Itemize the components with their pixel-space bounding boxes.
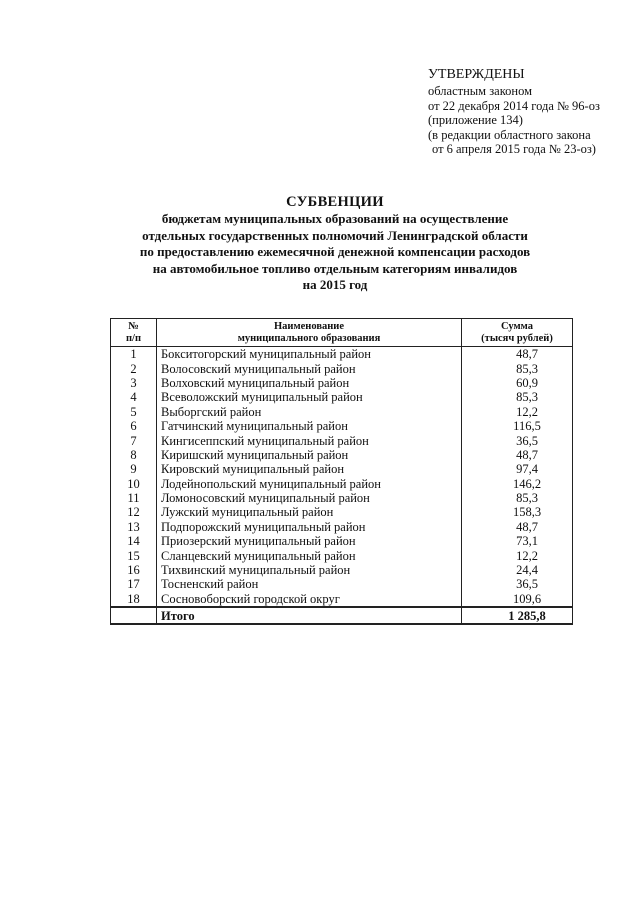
municipality-name: Киришский муниципальный район <box>157 448 462 462</box>
amount: 24,4 <box>462 563 573 577</box>
header-sum <box>462 319 573 347</box>
municipality-name: Волховский муниципальный район <box>157 376 462 390</box>
approval-line: от 6 апреля 2015 года № 23-оз) <box>432 142 596 156</box>
table-body <box>111 347 573 608</box>
row-number: 15 <box>111 548 157 562</box>
title-line: отдельных государственных полномочий Ленинградской области <box>142 227 528 243</box>
approval-line: от 22 декабря 2014 года № 96-оз <box>428 98 600 113</box>
table-row <box>111 347 573 362</box>
approval-block <box>428 66 600 157</box>
row-number: 10 <box>111 477 157 491</box>
total-row <box>111 607 573 624</box>
amount: 85,3 <box>462 491 573 505</box>
municipality-name: Лужский муниципальный район <box>157 505 462 519</box>
table-header <box>111 319 573 347</box>
table-row <box>111 534 573 548</box>
total-label: Итого <box>157 607 462 624</box>
header-num-line1: № <box>128 320 139 332</box>
amount: 12,2 <box>462 548 573 562</box>
amount: 12,2 <box>462 405 573 419</box>
title-line: бюджетам муниципальных образований на осуществление <box>161 211 509 226</box>
title-line: на 2015 год <box>302 277 368 292</box>
table-row <box>111 505 573 519</box>
table-row <box>111 577 573 591</box>
municipality-name: Гатчинский муниципальный район <box>157 419 462 433</box>
table-row <box>111 390 573 404</box>
title-main: СУБВЕНЦИИ <box>286 194 384 210</box>
table-row <box>111 563 573 577</box>
approval-heading: УТВЕРЖДЕНЫ <box>428 67 525 82</box>
table-row <box>111 361 573 375</box>
municipality-name: Приозерский муниципальный район <box>157 534 462 548</box>
table-row <box>111 376 573 390</box>
amount: 85,3 <box>462 361 573 375</box>
amount: 36,5 <box>462 433 573 447</box>
approval-line: (в редакции областного закона <box>428 127 591 142</box>
table-footer <box>111 607 573 624</box>
municipality-name: Кировский муниципальный район <box>157 462 462 476</box>
row-number: 11 <box>111 491 157 505</box>
header-num-line2: п/п <box>125 332 142 344</box>
amount: 73,1 <box>462 534 573 548</box>
row-number: 3 <box>111 376 157 390</box>
table-row <box>111 448 573 462</box>
municipality-name: Подпорожский муниципальный район <box>157 520 462 534</box>
municipality-name: Сосновоборский городской округ <box>157 592 462 607</box>
approval-line: областным законом <box>428 84 533 98</box>
municipality-name: Бокситогорский муниципальный район <box>157 347 462 362</box>
header-sum-line1: Сумма <box>501 320 533 332</box>
row-number: 4 <box>111 390 157 404</box>
table-row <box>111 405 573 419</box>
amount: 109,6 <box>462 592 573 607</box>
subventions-table <box>110 318 573 625</box>
amount: 48,7 <box>462 520 573 534</box>
row-number: 9 <box>111 462 157 476</box>
municipality-name: Сланцевский муниципальный район <box>157 548 462 562</box>
header-sum-line2: (тысяч рублей) <box>481 332 553 344</box>
approval-line: (приложение 134) <box>428 113 523 127</box>
row-number: 14 <box>111 534 157 548</box>
table-row <box>111 419 573 433</box>
amount: 158,3 <box>462 505 573 519</box>
row-number: 13 <box>111 520 157 534</box>
row-number: 6 <box>111 419 157 433</box>
row-number: 16 <box>111 563 157 577</box>
municipality-name: Ломоносовский муниципальный район <box>157 491 462 505</box>
row-number: 18 <box>111 592 157 607</box>
table-row <box>111 548 573 562</box>
amount: 146,2 <box>462 477 573 491</box>
row-number: 17 <box>111 577 157 591</box>
title-line: на автомобильное топливо отдельным категориям инвалидов <box>152 260 518 276</box>
row-number: 1 <box>111 347 157 362</box>
amount: 97,4 <box>462 462 573 476</box>
header-name-line2: муниципального образования <box>237 332 381 344</box>
municipality-name: Выборгский район <box>157 405 462 419</box>
municipality-name: Кингисеппский муниципальный район <box>157 433 462 447</box>
amount: 60,9 <box>462 376 573 390</box>
municipality-name: Всеволожский муниципальный район <box>157 390 462 404</box>
header-name-line1: Наименование <box>274 320 344 332</box>
row-number: 2 <box>111 361 157 375</box>
amount: 85,3 <box>462 390 573 404</box>
total-sum: 1 285,8 <box>462 607 573 624</box>
municipality-name: Волосовский муниципальный район <box>157 361 462 375</box>
table-row <box>111 433 573 447</box>
table-row <box>111 491 573 505</box>
amount: 116,5 <box>462 419 573 433</box>
row-number: 5 <box>111 405 157 419</box>
title-line: по предоставлению ежемесячной денежной компенсации расходов <box>139 244 531 259</box>
table-row <box>111 520 573 534</box>
total-num-cell <box>111 607 157 624</box>
municipality-name: Тосненский район <box>157 577 462 591</box>
table-row <box>111 462 573 476</box>
table-row <box>111 592 573 607</box>
header-num <box>111 319 157 347</box>
table-row <box>111 477 573 491</box>
row-number: 8 <box>111 448 157 462</box>
amount: 36,5 <box>462 577 573 591</box>
amount: 48,7 <box>462 448 573 462</box>
document-title <box>100 193 570 294</box>
header-name <box>157 319 462 347</box>
row-number: 7 <box>111 433 157 447</box>
municipality-name: Лодейнопольский муниципальный район <box>157 477 462 491</box>
municipality-name: Тихвинский муниципальный район <box>157 563 462 577</box>
row-number: 12 <box>111 505 157 519</box>
amount: 48,7 <box>462 347 573 362</box>
